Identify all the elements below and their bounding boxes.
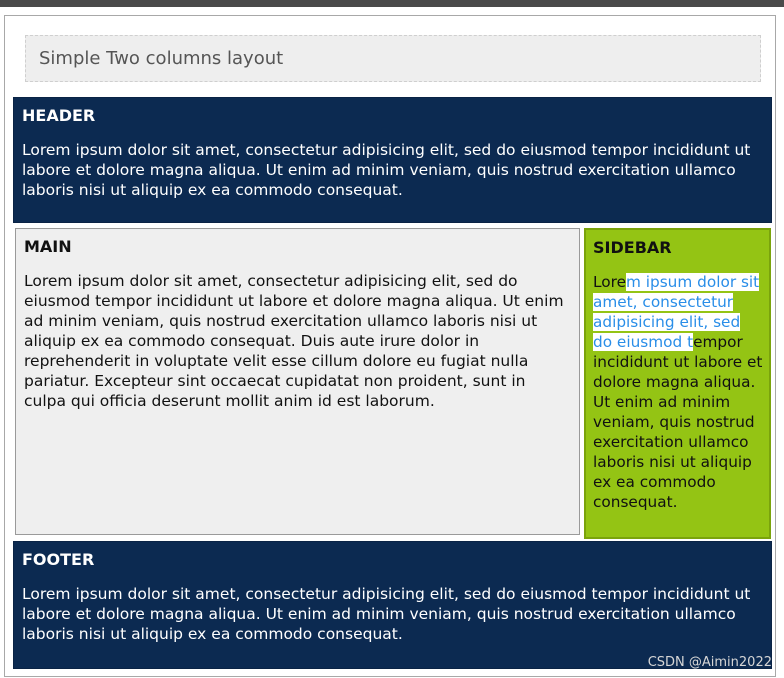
footer-text: Lorem ipsum dolor sit amet, consectetur adipisicing elit, sed do eiusmod tempor incididunt ut labore et dolore magna aliqua. Ut enim ad minim veniam, quis nostrud exercitation ullamco laboris nisi ut aliquip ex ea commodo consequat. (22, 585, 751, 643)
footer-section (13, 541, 772, 669)
main-section (15, 228, 580, 535)
main-text: Lorem ipsum dolor sit amet, consectetur adipisicing elit, sed do eiusmod tempor incididunt ut labore et dolore magna aliqua. Ut enim ad minim veniam, quis nostrud exercitation ullamco laboris nisi ut aliquip ex ea commodo consequat. Duis aute irure dolor in reprehenderit in voluptate velit esse cillum dolore eu fugiat nulla pariatur. Excepteur sint occaecat cupidatat non proident, sunt in culpa qui officia deserunt mollit anim id est laborum. (24, 272, 564, 410)
header-section (13, 97, 772, 223)
page-title-text: Simple Two columns layout (39, 48, 284, 69)
sidebar-text-selected: m ipsum dolor sit amet, consectetur adipisicing elit, sed do eiusmod t (593, 273, 760, 351)
sidebar-title: SIDEBAR (593, 238, 672, 257)
footer-title: FOOTER (22, 550, 95, 569)
sidebar-text[interactable] (593, 272, 763, 512)
window-top-bar (0, 0, 784, 7)
main-title: MAIN (24, 237, 72, 256)
sidebar-text-after: empor incididunt ut labore et dolore magna aliqua. Ut enim ad minim veniam, quis nostrud exercitation ullamco laboris nisi ut aliquip ex ea commodo consequat. (593, 333, 763, 511)
header-title: HEADER (22, 106, 96, 125)
watermark: CSDN @Aimin2022 (647, 655, 772, 670)
page-title (25, 35, 761, 82)
sidebar-text-before: Lore (593, 273, 626, 291)
sidebar-section (584, 228, 771, 539)
header-text: Lorem ipsum dolor sit amet, consectetur adipisicing elit, sed do eiusmod tempor incididunt ut labore et dolore magna aliqua. Ut enim ad minim veniam, quis nostrud exercitation ullamco laboris nisi ut aliquip ex ea commodo consequat. (22, 141, 751, 199)
